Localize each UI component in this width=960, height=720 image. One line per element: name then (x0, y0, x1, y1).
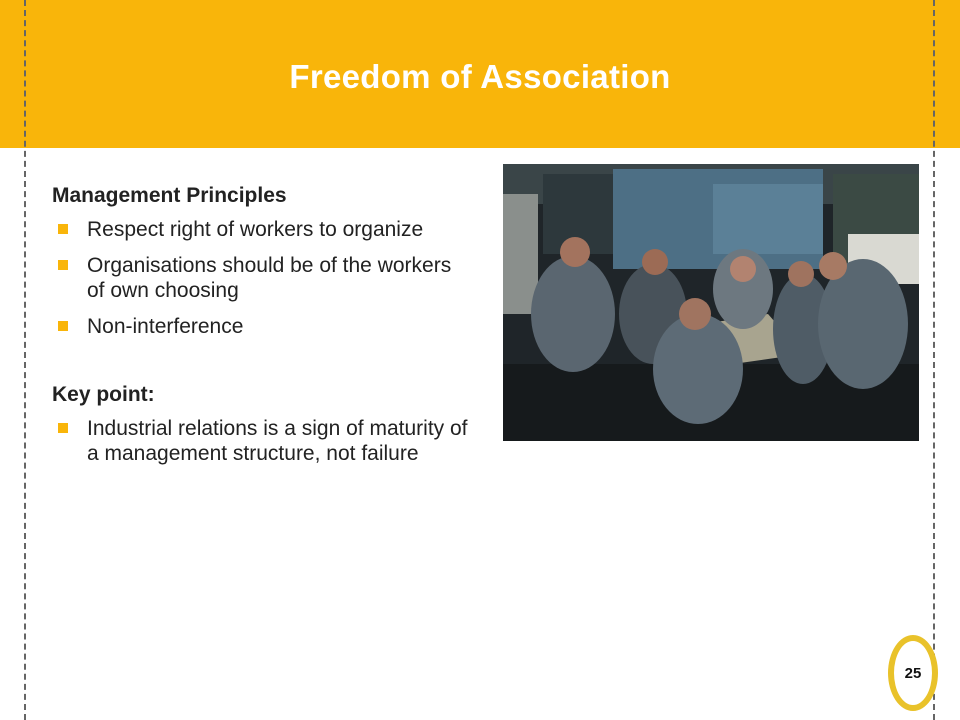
page-number: 25 (904, 664, 922, 682)
right-dashed-border (933, 0, 935, 720)
list-item-text: Respect right of workers to organize (87, 218, 424, 241)
square-bullet-icon (58, 260, 68, 270)
content-area (52, 184, 472, 477)
list-item-text: Non-interference (87, 315, 244, 338)
list-item (52, 314, 472, 339)
square-bullet-icon (58, 321, 68, 331)
list-item-text: Organisations should be of the workers of own choosing (87, 254, 452, 302)
list-item-text: Industrial relations is a sign of maturity of a management structure, not failure (87, 417, 468, 465)
square-bullet-icon (58, 423, 68, 433)
square-bullet-icon (58, 224, 68, 234)
page-number-badge (888, 635, 938, 711)
list-item (52, 217, 472, 242)
list-item (52, 253, 472, 303)
management-heading: Management Principles (52, 184, 287, 207)
list-item (52, 416, 472, 466)
left-dashed-border (24, 0, 26, 720)
photo-illustration (503, 164, 919, 441)
key-point-heading: Key point: (52, 383, 155, 406)
slide-title: Freedom of Association (289, 58, 671, 95)
workers-meeting-photo (503, 164, 919, 441)
